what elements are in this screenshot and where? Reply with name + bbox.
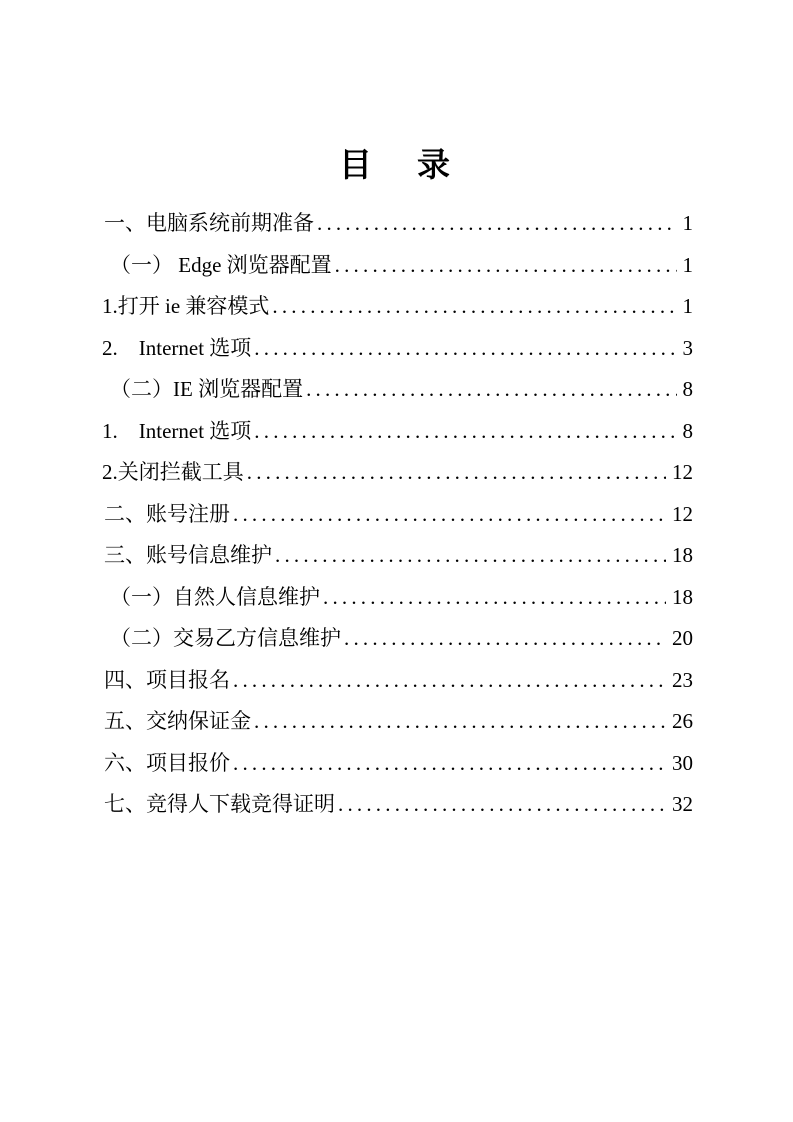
toc-entry[interactable] [102, 743, 693, 785]
toc-entry-page: 18 [672, 584, 693, 609]
toc-entry-page: 23 [672, 667, 693, 692]
toc-entry[interactable] [102, 328, 693, 370]
toc-dot-leader [317, 203, 677, 245]
toc-entry-page: 1 [682, 211, 693, 235]
toc-entry[interactable] [102, 701, 693, 743]
toc-entry-page: 1 [682, 294, 693, 318]
toc-entry[interactable] [102, 452, 693, 494]
toc-entry-page: 8 [682, 377, 693, 401]
toc-entry-label: 五、交纳保证金 [104, 709, 251, 733]
toc-entry[interactable] [102, 411, 693, 453]
toc-entry-page: 20 [672, 626, 693, 650]
toc-dot-leader [233, 494, 666, 536]
toc-entry-label: 三、账号信息维护 [104, 543, 272, 567]
toc-entry[interactable] [102, 245, 693, 287]
toc-dot-leader [338, 784, 666, 826]
toc-entry-page: 26 [672, 709, 693, 733]
toc-entry-label: 七、竞得人下载竞得证明 [104, 792, 335, 816]
toc-dot-leader [254, 701, 666, 743]
toc-entry-label: 1. Internet 选项 [102, 418, 252, 443]
toc-entry-label: （二）交易乙方信息维护 [110, 626, 341, 650]
toc-entry-page: 1 [682, 252, 693, 277]
toc-entry-label: （二）IE 浏览器配置 [110, 377, 304, 401]
toc-dot-leader [323, 577, 666, 619]
toc-dot-leader [254, 328, 676, 370]
page-title: 目 录 [339, 148, 456, 184]
toc-entry-page: 12 [672, 460, 693, 484]
toc-dot-leader [335, 245, 677, 287]
toc-entry-label: 1.打开 ie 兼容模式 [102, 294, 270, 318]
toc-entry-label: 二、账号注册 [104, 501, 230, 526]
toc-entry-page: 32 [672, 792, 693, 816]
toc-entry-label: 2.关闭拦截工具 [102, 460, 244, 484]
toc-entry[interactable] [102, 203, 693, 245]
toc-entry-label: 2. Internet 选项 [102, 335, 252, 360]
toc-entry-page: 3 [682, 335, 693, 360]
toc-entry-label: 六、项目报价 [104, 750, 230, 775]
toc-dot-leader [272, 286, 676, 328]
toc-entry[interactable] [102, 535, 693, 577]
toc-entry-label: 一、电脑系统前期准备 [104, 211, 314, 235]
toc-dot-leader [233, 743, 666, 785]
toc-entry-page: 18 [672, 543, 693, 567]
toc-entry[interactable] [102, 618, 693, 660]
toc-entry[interactable] [102, 784, 693, 826]
toc-list [102, 203, 693, 826]
toc-entry[interactable] [102, 494, 693, 536]
toc-entry[interactable] [102, 577, 693, 619]
toc-dot-leader [306, 369, 676, 411]
toc-entry-label: 四、项目报名 [104, 667, 230, 692]
toc-entry-page: 8 [682, 418, 693, 443]
toc-entry-label: （一） Edge 浏览器配置 [110, 252, 332, 277]
toc-entry-page: 30 [672, 750, 693, 775]
toc-dot-leader [344, 618, 666, 660]
toc-entry-label: （一）自然人信息维护 [110, 584, 320, 609]
toc-dot-leader [247, 452, 666, 494]
toc-entry[interactable] [102, 286, 693, 328]
toc-dot-leader [275, 535, 666, 577]
toc-entry-page: 12 [672, 501, 693, 526]
toc-dot-leader [233, 660, 666, 702]
toc-entry[interactable] [102, 660, 693, 702]
toc-entry[interactable] [102, 369, 693, 411]
toc-dot-leader [254, 411, 676, 453]
